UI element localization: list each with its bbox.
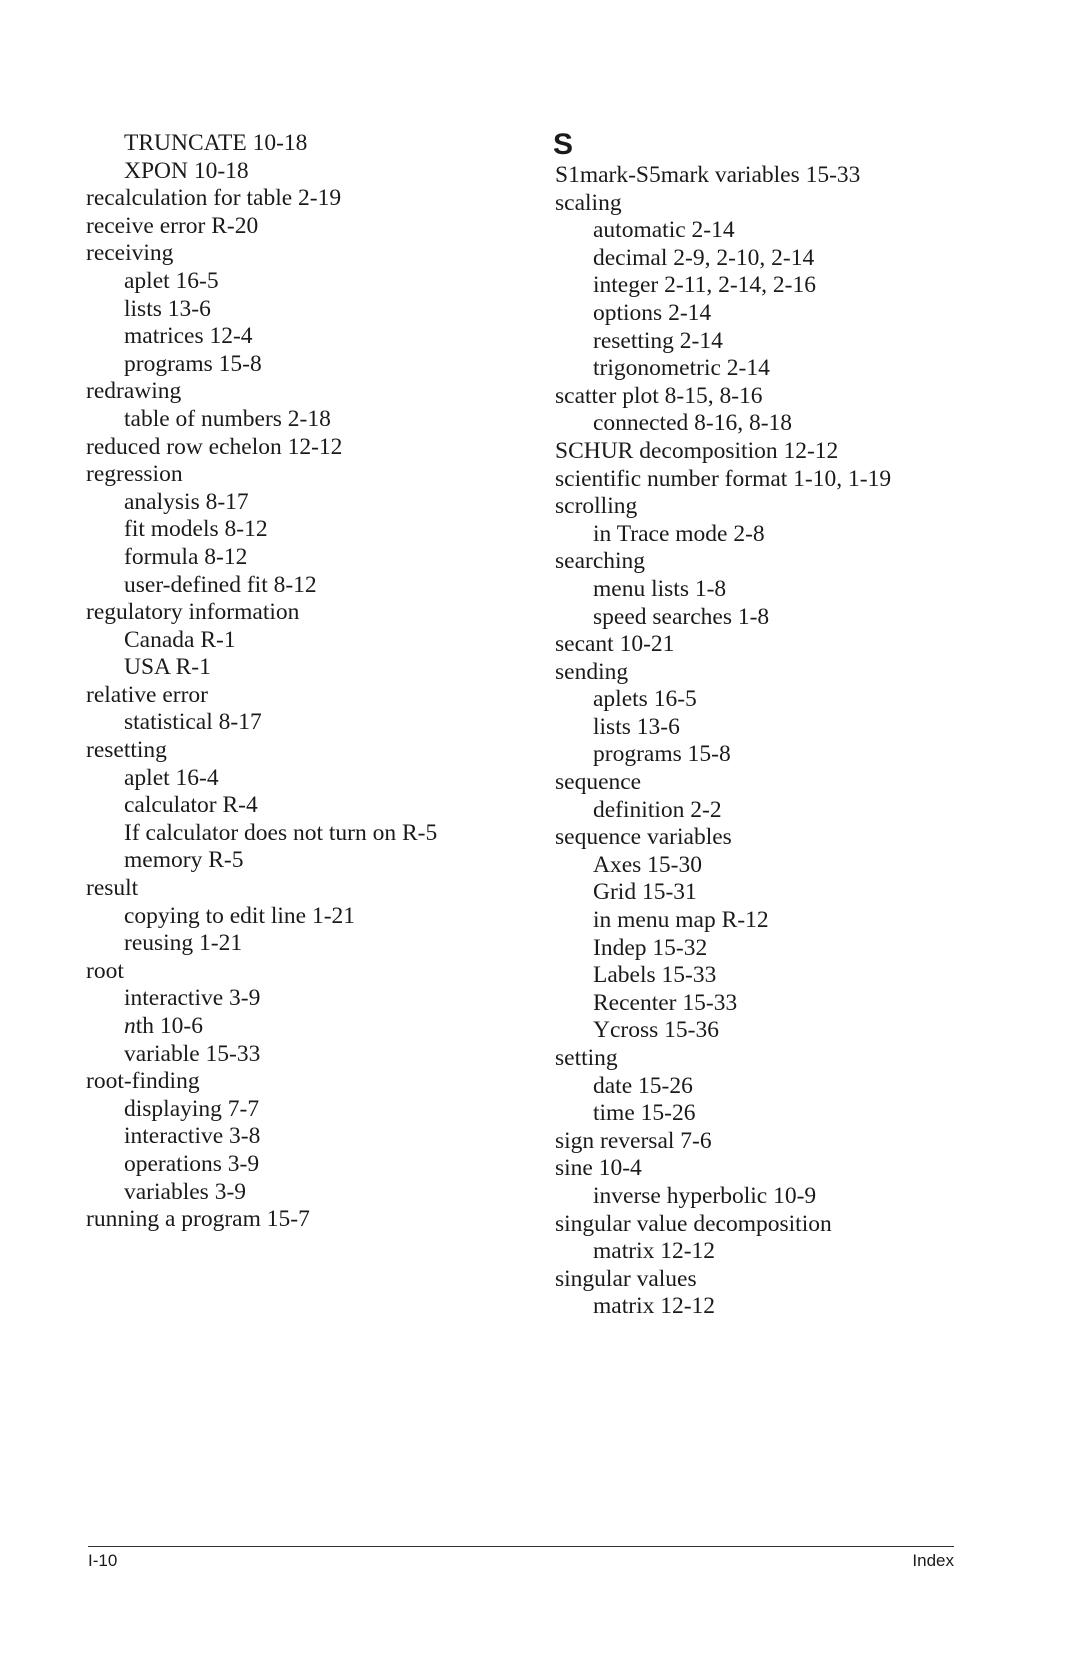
index-subentry: XPON 10-18: [124, 157, 249, 184]
index-entry: resetting: [86, 737, 167, 764]
index-subentry: If calculator does not turn on R-5: [124, 819, 438, 846]
index-entry: sequence: [555, 769, 642, 796]
index-subentry: operations 3-9: [124, 1150, 260, 1177]
index-subentry: matrix 12-12: [593, 1238, 716, 1265]
index-entry: S1mark-S5mark variables 15-33: [555, 162, 861, 188]
index-entry: receive error R-20: [86, 212, 259, 239]
index-subentry: memory R-5: [124, 847, 244, 874]
footer-section-title: Index: [912, 1551, 954, 1570]
index-subentry: speed searches 1-8: [593, 603, 770, 630]
index-subentry: menu lists 1-8: [593, 575, 727, 602]
index-subentry: calculator R-4: [124, 792, 258, 819]
index-entry: SCHUR decomposition 12-12: [555, 437, 839, 464]
index-subentry: displaying 7-7: [124, 1095, 260, 1122]
index-entry: sequence variables: [555, 824, 732, 851]
section-letter-heading: S: [553, 128, 574, 161]
index-subentry: automatic 2-14: [593, 217, 735, 244]
index-subentry: table of numbers 2-18: [124, 405, 331, 432]
index-entry: singular values: [555, 1265, 697, 1292]
index-entry: searching: [555, 548, 646, 575]
index-entry: regression: [86, 461, 183, 488]
index-subentry: in Trace mode 2-8: [593, 520, 765, 547]
index-entry: running a program 15-7: [86, 1206, 310, 1233]
index-entry: receiving: [86, 240, 174, 267]
index-subentry: lists 13-6: [593, 713, 680, 740]
index-entry: regulatory information: [86, 599, 300, 626]
index-subentry: in menu map R-12: [593, 907, 769, 934]
index-subentry: statistical 8-17: [124, 709, 262, 736]
index-subentry: connected 8-16, 8-18: [593, 410, 793, 437]
index-subentry: nth 10-6: [124, 1013, 203, 1039]
index-subentry: variable 15-33: [124, 1040, 261, 1067]
index-column-right: [555, 162, 995, 1321]
index-subentry: aplets 16-5: [593, 686, 697, 713]
index-subentry: programs 15-8: [593, 741, 731, 768]
index-subentry: matrix 12-12: [593, 1293, 716, 1320]
index-subentry: interactive 3-8: [124, 1123, 261, 1150]
index-entry: sending: [555, 658, 629, 685]
index-subentry: Recenter 15-33: [593, 989, 738, 1016]
index-entry: result: [86, 875, 139, 902]
index-subentry: TRUNCATE 10-18: [124, 130, 308, 156]
index-subentry: USA R-1: [124, 654, 211, 681]
index-subentry: trigonometric 2-14: [593, 355, 770, 382]
index-subentry: Labels 15-33: [593, 962, 717, 989]
index-subentry: programs 15-8: [124, 350, 262, 377]
index-entry: sign reversal 7-6: [555, 1127, 712, 1154]
index-subentry: resetting 2-14: [593, 327, 723, 354]
index-entry: scatter plot 8-15, 8-16: [555, 382, 763, 409]
index-subentry: Ycross 15-36: [593, 1017, 719, 1044]
index-subentry: analysis 8-17: [124, 488, 249, 515]
index-subentry: Axes 15-30: [593, 851, 702, 878]
index-subentry: reusing 1-21: [124, 930, 243, 957]
index-entry: root-finding: [86, 1068, 200, 1095]
index-entry: sine 10-4: [555, 1155, 642, 1182]
index-entry: scrolling: [555, 493, 638, 520]
index-subentry: user-defined fit 8-12: [124, 571, 317, 598]
index-entry: reduced row echelon 12-12: [86, 433, 343, 460]
footer-rule: [88, 1546, 954, 1547]
index-subentry: formula 8-12: [124, 543, 248, 570]
index-entry: secant 10-21: [555, 631, 675, 658]
index-subentry: Grid 15-31: [593, 879, 697, 906]
index-entry: scientific number format 1-10, 1-19: [555, 465, 892, 492]
index-subentry: integer 2-11, 2-14, 2-16: [593, 272, 816, 299]
index-entry: relative error: [86, 681, 208, 708]
index-subentry: aplet 16-5: [124, 267, 219, 294]
index-entry: recalculation for table 2-19: [86, 185, 342, 212]
index-entry: redrawing: [86, 378, 182, 405]
index-subentry: options 2-14: [593, 299, 712, 326]
index-subentry: interactive 3-9: [124, 985, 261, 1012]
index-subentry: variables 3-9: [124, 1178, 247, 1205]
index-entry: root: [86, 957, 124, 984]
index-subentry: Canada R-1: [124, 626, 236, 653]
index-subentry: fit models 8-12: [124, 516, 268, 543]
index-subentry: Indep 15-32: [593, 934, 708, 961]
footer-page-number: I-10: [88, 1551, 118, 1570]
index-subentry: decimal 2-9, 2-10, 2-14: [593, 244, 815, 271]
index-subentry: copying to edit line 1-21: [124, 902, 356, 929]
index-entry: setting: [555, 1045, 618, 1071]
index-subentry: time 15-26: [593, 1100, 696, 1127]
index-subentry: aplet 16-4: [124, 764, 219, 791]
index-entry: scaling: [555, 189, 622, 216]
index-subentry: inverse hyperbolic 10-9: [593, 1182, 817, 1209]
index-entry: singular value decomposition: [555, 1210, 832, 1237]
index-subentry: date 15-26: [593, 1072, 693, 1099]
index-column-left: [86, 130, 516, 1234]
index-subentry: definition 2-2: [593, 796, 722, 823]
index-subentry: lists 13-6: [124, 295, 211, 322]
index-subentry: matrices 12-4: [124, 323, 253, 350]
